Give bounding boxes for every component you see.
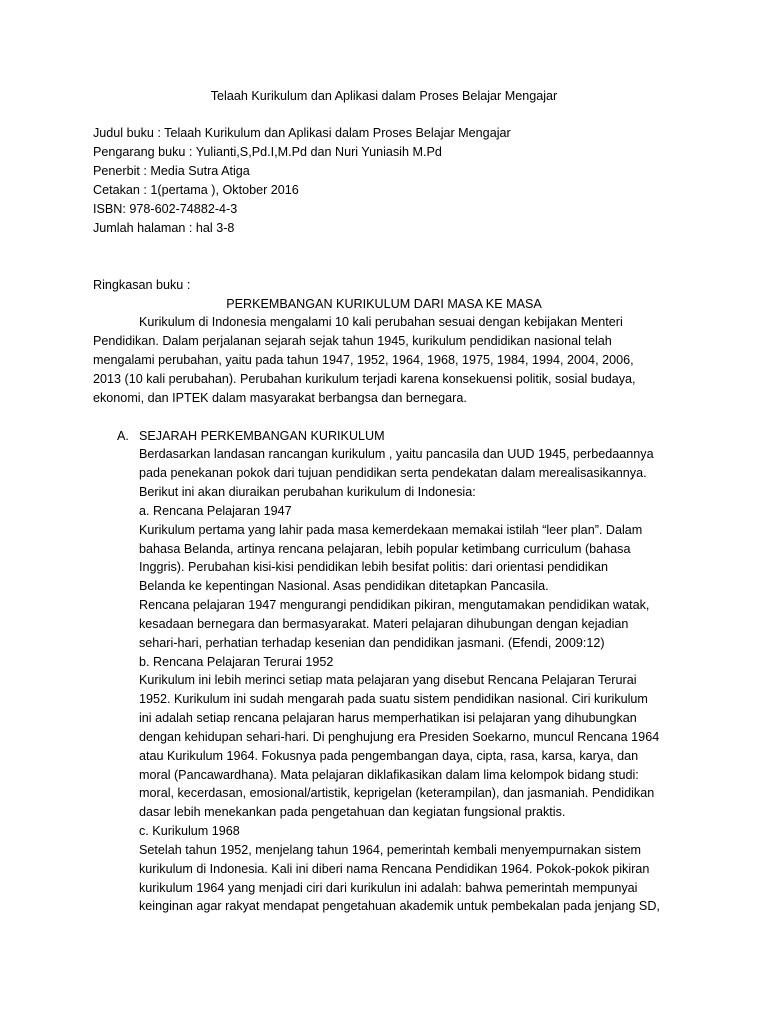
- summary-label: Ringkasan buku :: [93, 278, 191, 292]
- body-line: kurikulum di Indonesia. Kali ini diberi nama Rencana Pendidikan 1964. Pokok-pokok pikiran: [139, 862, 650, 876]
- intro-line: 2013 (10 kali perubahan). Perubahan kurikulum terjadi karena konsekuensi politik, sosial budaya,: [93, 372, 636, 386]
- section-a-title: SEJARAH PERKEMBANGAN KURIKULUM: [139, 429, 385, 443]
- body-line: ini adalah setiap rencana pelajaran harus memperhatikan isi pelajaran yang dihubungkan: [139, 711, 637, 725]
- body-line: pada penekanan pokok dari tujuan pendidikan serta pendekatan dalam merealisasikannya.: [139, 466, 647, 480]
- body-line: Setelah tahun 1952, menjelang tahun 1964, pemerintah kembali menyempurnakan sistem: [139, 843, 641, 857]
- section-a-marker: A.: [117, 429, 129, 443]
- body-line: moral (Pancawardhana). Mata pelajaran diklafikasikan dalam lima kelompok bidang studi:: [139, 768, 639, 782]
- meta-pengarang: Pengarang buku : Yulianti,S,Pd.I,M.Pd dan Nuri Yuniasih M.Pd: [93, 145, 442, 159]
- body-line: moral, kecerdasan, emosional/artistik, keprigelan (keterampilan), dan jasmaniah. Pendidikan: [139, 786, 655, 800]
- document-title: Telaah Kurikulum dan Aplikasi dalam Proses Belajar Mengajar: [210, 89, 558, 103]
- body-line: Berdasarkan landasan rancangan kurikulum , yaitu pancasila dan UUD 1945, perbedaannya: [139, 447, 654, 461]
- meta-halaman: Jumlah halaman : hal 3-8: [93, 221, 235, 235]
- summary-heading: PERKEMBANGAN KURIKULUM DARI MASA KE MASA: [226, 297, 542, 311]
- body-line: Inggris). Perubahan kisi-kisi pendidikan lebih besifat politis: dari orientasi pendidikan: [139, 560, 609, 574]
- body-line: bahasa Belanda, artinya rencana pelajaran, lebih popular ketimbang curriculum (bahasa: [139, 542, 631, 556]
- body-line: kurikulum 1964 yang menjadi ciri dari kurikulun ini adalah: bahwa pemerintah mempunyai: [139, 881, 638, 895]
- meta-judul: Judul buku : Telaah Kurikulum dan Aplikasi dalam Proses Belajar Mengajar: [93, 126, 511, 140]
- body-line: keinginan agar rakyat mendapat pengetahuan akademik untuk pembekalan pada jenjang SD,: [139, 899, 660, 913]
- meta-isbn: ISBN: 978-602-74882-4-3: [93, 202, 238, 216]
- body-line: Kurikulum ini lebih merinci setiap mata pelajaran yang disebut Rencana Pelajaran Terurai: [139, 673, 637, 687]
- subheading-a: a. Rencana Pelajaran 1947: [139, 504, 292, 518]
- body-line: atau Kurikulum 1964. Fokusnya pada pengembangan daya, cipta, rasa, karsa, karya, dan: [139, 749, 639, 763]
- body-line: dasar lebih menekankan pada pengetahuan dan kegiatan fungsional praktis.: [139, 805, 566, 819]
- subheading-b: b. Rencana Pelajaran Terurai 1952: [139, 655, 334, 669]
- body-line: kesadaan bernegara dan bermasyarakat. Materi pelajaran dihubungan dengan kejadian: [139, 617, 629, 631]
- body-line: Rencana pelajaran 1947 mengurangi pendidikan pikiran, mengutamakan pendidikan watak,: [139, 598, 650, 612]
- intro-line: mengalami perubahan, yaitu pada tahun 1947, 1952, 1964, 1968, 1975, 1984, 1994, 2004, 2006,: [93, 353, 634, 367]
- body-line: Belanda ke kepentingan Nasional. Asas pendidikan ditetapkan Pancasila.: [139, 579, 549, 593]
- intro-line: Pendidikan. Dalam perjalanan sejarah sejak tahun 1945, kurikulum pendidikan nasional telah: [93, 334, 612, 348]
- body-line: dengan kehidupan sehari-hari. Di penghujung era Presiden Soekarno, muncul Rencana 1964: [139, 730, 660, 744]
- meta-penerbit: Penerbit : Media Sutra Atiga: [93, 164, 250, 178]
- body-line: sehari-hari, perhatian terhadap kesenian dan pendidikan jasmani. (Efendi, 2009:12): [139, 636, 605, 650]
- body-line: 1952. Kurikulum ini sudah mengarah pada suatu sistem pendidikan nasional. Ciri kurikulum: [139, 692, 648, 706]
- intro-line: ekonomi, dan IPTEK dalam masyarakat berbangsa dan bernegara.: [93, 391, 467, 405]
- subheading-c: c. Kurikulum 1968: [139, 824, 240, 838]
- body-line: Kurikulum pertama yang lahir pada masa kemerdekaan memakai istilah “leer plan”. Dalam: [139, 523, 643, 537]
- body-line: Berikut ini akan diuraikan perubahan kurikulum di Indonesia:: [139, 485, 476, 499]
- intro-line: Kurikulum di Indonesia mengalami 10 kali perubahan sesuai dengan kebijakan Menteri: [139, 315, 623, 329]
- meta-cetakan: Cetakan : 1(pertama ), Oktober 2016: [93, 183, 299, 197]
